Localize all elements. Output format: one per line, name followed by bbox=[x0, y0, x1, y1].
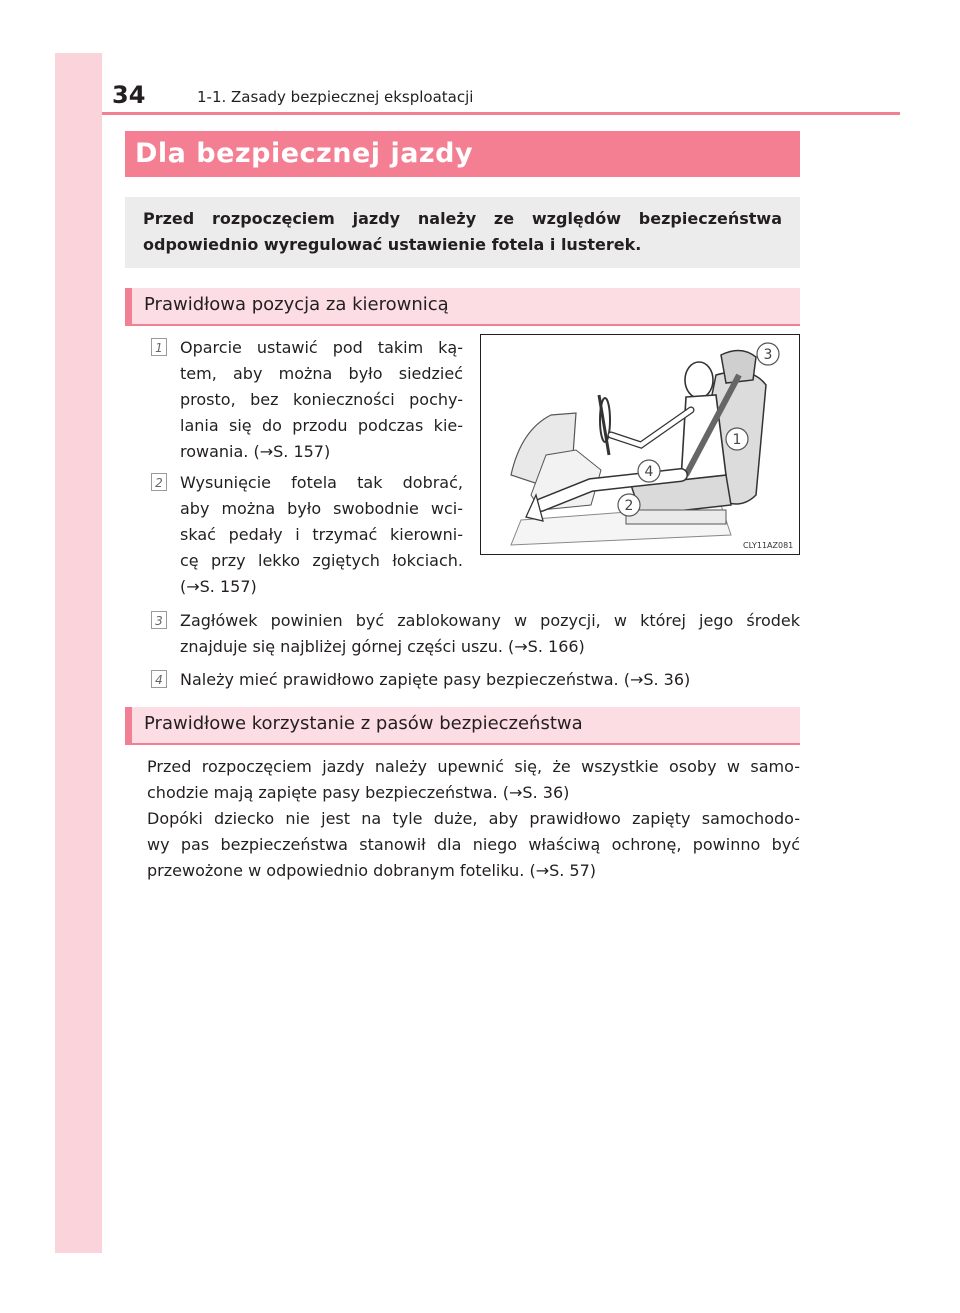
item-2-line: Wysunięcie fotela tak dobrać, bbox=[180, 473, 463, 492]
figure-code: CLY11AZ081 bbox=[743, 541, 794, 550]
intro-box bbox=[125, 197, 800, 268]
paragraph-line: Dopóki dziecko nie jest na tyle duże, aby prawidłowo zapięty samochodo- bbox=[147, 809, 800, 828]
callout-4 bbox=[638, 460, 660, 482]
item-1-text bbox=[180, 335, 463, 465]
header-divider bbox=[102, 112, 900, 115]
paragraph-line: wy pas bezpieczeństwa stanowił dla niego właściwą ochronę, powinno być bbox=[147, 835, 800, 854]
item-3-text bbox=[180, 608, 800, 660]
paragraph-line: Przed rozpoczęciem jazdy należy upewnić się, że wszystkie osoby w samo- bbox=[147, 757, 800, 776]
item-2-line: aby można było swobodnie wci- bbox=[180, 499, 463, 518]
item-3-line: znajduje się najbliżej górnej części uszu. (→S. 166) bbox=[180, 637, 585, 656]
item-2-line: skać pedały i trzymać kierowni- bbox=[180, 525, 463, 544]
item-3-line: Zagłówek powinien być zablokowany w pozycji, w której jego środek bbox=[180, 611, 800, 630]
seating-position-illustration bbox=[480, 334, 800, 555]
item-1-line: Oparcie ustawić pod takim ką- bbox=[180, 338, 463, 357]
chapter-title: 1-1. Zasady bezpiecznej eksploatacji bbox=[197, 88, 474, 106]
item-2-line: cę przy lekko zgiętych łokciach. bbox=[180, 551, 463, 570]
section-heading-label: Prawidłowe korzystanie z pasów bezpieczeństwa bbox=[144, 713, 583, 734]
item-1-line: tem, aby można było siedzieć bbox=[180, 364, 463, 383]
item-1-line: lania się do przodu podczas kie- bbox=[180, 416, 463, 435]
section-accent bbox=[125, 707, 132, 743]
item-2-text bbox=[180, 470, 463, 600]
callout-2 bbox=[618, 494, 640, 516]
intro-line-2: odpowiednio wyregulować ustawienie fotela i lusterek. bbox=[143, 235, 642, 254]
svg-text:2: 2 bbox=[624, 498, 634, 514]
item-1-line: rowania. (→S. 157) bbox=[180, 442, 331, 461]
item-2-line: (→S. 157) bbox=[180, 577, 257, 596]
callout-1 bbox=[726, 428, 748, 450]
paragraph-line: chodzie mają zapięte pasy bezpieczeństwa. (→S. 36) bbox=[147, 783, 570, 802]
section-heading-label: Prawidłowa pozycja za kierownicą bbox=[144, 294, 449, 315]
intro-line-1: Przed rozpoczęciem jazdy należy ze względów bezpieczeństwa bbox=[143, 209, 782, 228]
svg-text:4: 4 bbox=[644, 464, 654, 480]
page-title: Dla bezpiecznej jazdy bbox=[125, 131, 800, 177]
item-number-2: 2 bbox=[151, 473, 167, 491]
seat-belt-paragraph bbox=[147, 754, 800, 884]
item-1-line: prosto, bez konieczności pochy- bbox=[180, 390, 463, 409]
item-number-4: 4 bbox=[151, 670, 167, 688]
item-number-1: 1 bbox=[151, 338, 167, 356]
svg-text:3: 3 bbox=[763, 347, 773, 363]
callout-3 bbox=[757, 343, 779, 365]
section-heading-seat-belts bbox=[125, 707, 800, 745]
section-heading-driving-position bbox=[125, 288, 800, 326]
item-number-3: 3 bbox=[151, 611, 167, 629]
item-4-text bbox=[180, 667, 800, 693]
seat-diagram bbox=[481, 335, 799, 554]
page-number: 34 bbox=[112, 81, 146, 109]
svg-text:1: 1 bbox=[732, 432, 742, 448]
side-color-band bbox=[55, 53, 102, 1253]
section-accent bbox=[125, 288, 132, 324]
paragraph-line: przewożone w odpowiednio dobranym foteliku. (→S. 57) bbox=[147, 861, 597, 880]
item-4-line: Należy mieć prawidłowo zapięte pasy bezpieczeństwa. (→S. 36) bbox=[180, 670, 691, 689]
